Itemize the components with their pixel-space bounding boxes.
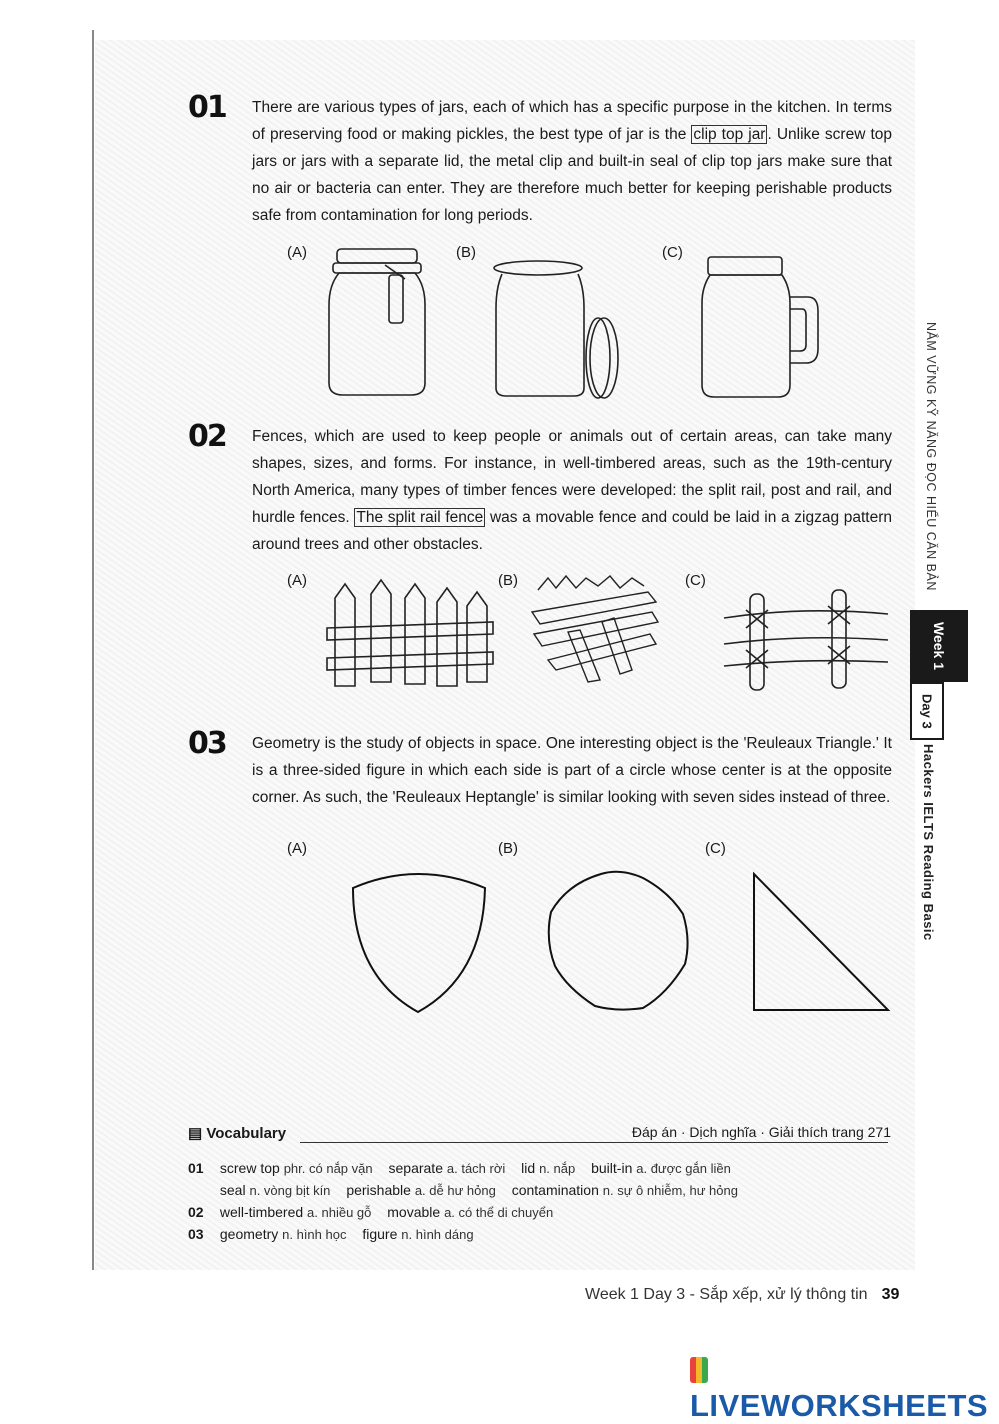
option-c-label: (C) [705, 840, 726, 857]
option-a-label: (A) [287, 244, 307, 261]
option-a-label: (A) [287, 572, 307, 589]
page-left-edge [92, 30, 94, 1270]
answer-reference: Đáp án · Dịch nghĩa · Giải thích trang 271 [631, 1124, 891, 1140]
vocab-row: 02 well-timbered a. nhiều gỗ movable a. có thể di chuyển [188, 1204, 554, 1220]
day-tab: Day 3 [910, 682, 944, 740]
jar-separate-lid-image [492, 258, 627, 403]
option-a-label: (A) [287, 840, 307, 857]
liveworksheets-watermark: LIVEWORKSHEETS [690, 1352, 999, 1424]
highlighted-phrase: clip top jar [693, 126, 766, 143]
page-number: 39 [881, 1286, 900, 1303]
highlighted-phrase: The split rail fence [356, 509, 484, 526]
liveworksheets-logo-icon [690, 1357, 708, 1383]
book-section-label: NẮM VỮNG KỸ NĂNG ĐỌC HIỂU CĂN BẢN [924, 322, 938, 591]
vocab-row: 03 geometry n. hình học figure n. hình dáng [188, 1226, 474, 1242]
vocabulary-heading: ▤ Vocabulary [188, 1125, 287, 1142]
right-triangle-image [752, 872, 892, 1014]
question-text: There are various types of jars, each of which has a specific purpose in the kitchen. In terms of preserving food or making pickles, the best type of jar is the clip top jar . Unlike screw top jars or jars with a separate lid, the metal clip and built-in seal of clip top jars make sure that no air or bacteria can enter. They are therefore much better for keeping perishable products safe from contamination for long periods. [252, 99, 892, 224]
book-title: Hackers IELTS Reading Basic [921, 744, 936, 941]
notebook-icon: ▤ [188, 1125, 203, 1142]
question-number: 02 [188, 419, 226, 454]
question-text: Fences, which are used to keep people or animals out of certain areas, can take many shapes, sizes, and forms. For instance, in well-timbered areas, such as the 19th-century North America, many types of timber fences were developed: the split rail, post and rail, and hurdle fences. The split rail fence was a movable fence and could be laid in a zigzag pattern around trees and other obstacles. [252, 428, 892, 553]
post-and-rail-fence-image [722, 588, 892, 690]
picket-fence-image [325, 578, 495, 690]
question-number: 03 [188, 726, 226, 761]
option-c-label: (C) [662, 244, 683, 261]
option-b-label: (B) [498, 840, 518, 857]
week-tab: Week 1 [910, 610, 968, 682]
vocab-row: seal n. vòng bịt kín perishable a. dễ hư hỏng contamination n. sự ô nhiễm, hư hỏng [219, 1182, 738, 1198]
clip-top-jar-image [325, 245, 435, 400]
question-number: 01 [188, 90, 226, 125]
mug-jar-image [700, 253, 830, 403]
option-b-label: (B) [456, 244, 476, 261]
option-b-label: (B) [498, 572, 518, 589]
split-rail-fence-image [528, 572, 663, 692]
vocabulary-rule [300, 1142, 888, 1143]
vocab-row: 01 screw top phr. có nắp vặn separate a. tách rời lid n. nắp built-in a. được gắn liền [188, 1160, 731, 1176]
reuleaux-triangle-image [345, 866, 491, 1016]
question-text: Geometry is the study of objects in space. One interesting object is the 'Reuleaux Triangle.' It is a three-sided figure in which each side is part of a circle whose center is at the opposite corner. As such, the 'Reuleaux Heptangle' is similar looking with seven sides instead of three. [252, 735, 892, 806]
option-c-label: (C) [685, 572, 706, 589]
reuleaux-heptangle-image [543, 870, 693, 1012]
page-footer: Week 1 Day 3 - Sắp xếp, xử lý thông tin 39 [585, 1286, 900, 1303]
